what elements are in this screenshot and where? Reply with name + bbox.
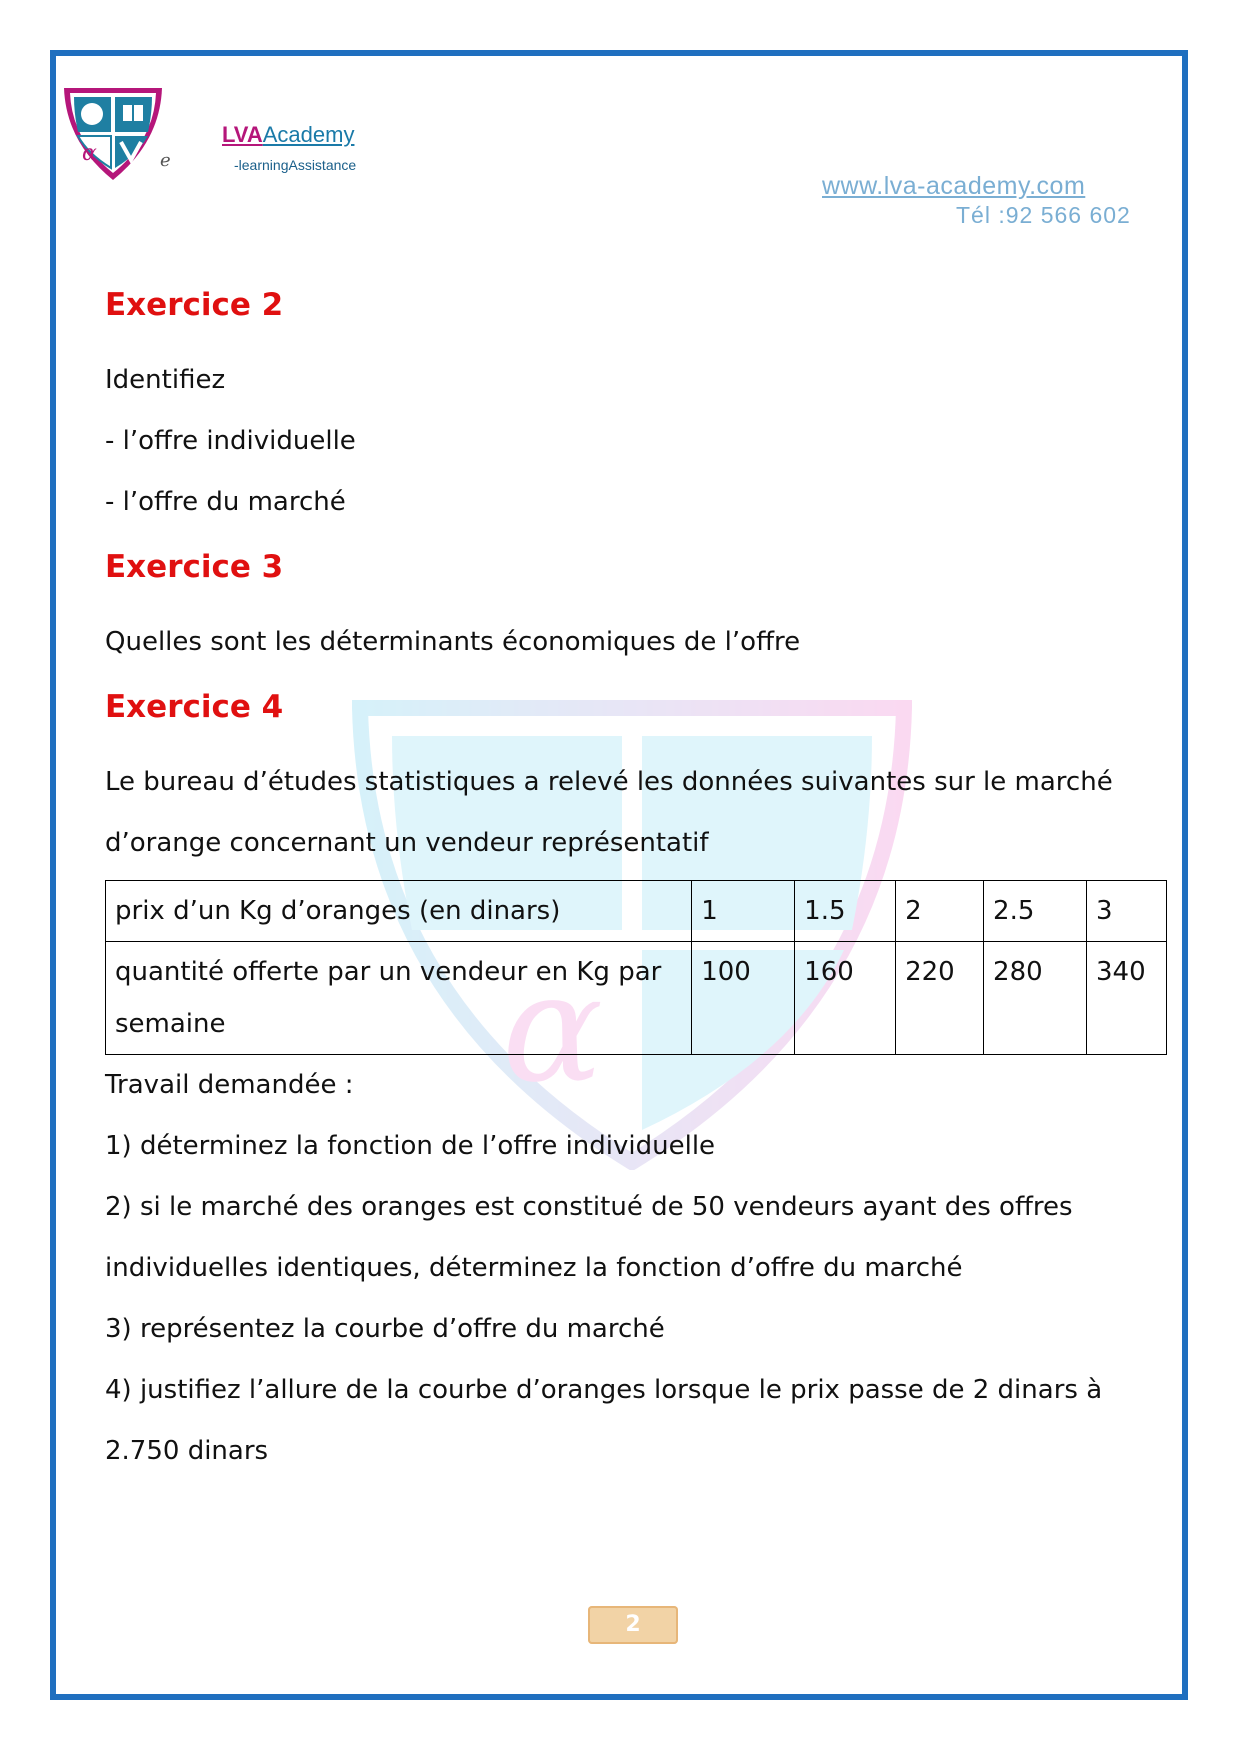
table-row-label: quantité offerte par un vendeur en Kg par semaine	[106, 942, 692, 1055]
document-body	[105, 285, 1175, 1482]
supply-data-table	[105, 880, 1167, 1055]
exercise-4-title: Exercice 4	[105, 689, 284, 725]
phone-number: Tél :92 566 602	[956, 202, 1131, 228]
task-item: 4) justifiez l’allure de la courbe d’oranges lorsque le prix passe de 2 dinars à 2.750 dinars	[105, 1375, 1103, 1466]
logo-e-letter: e	[160, 150, 171, 171]
lva-academy-logo	[58, 80, 168, 185]
brand-academy: Academy	[262, 122, 355, 147]
brand-tagline: -learningAssistance	[234, 157, 357, 173]
table-row-quantity	[106, 942, 1167, 1055]
table-cell: 340	[1086, 942, 1166, 1055]
exercise-2-title: Exercice 2	[105, 287, 284, 323]
table-cell: 2	[896, 881, 984, 942]
table-cell: 1.5	[795, 881, 896, 942]
table-cell: 1	[692, 881, 795, 942]
exercise-3-question: Quelles sont les déterminants économiques de l’offre	[105, 627, 801, 657]
exercise-4-intro: Le bureau d’études statistiques a relevé les données suivantes sur le marché d’orange concernant un vendeur représentatif	[105, 767, 1113, 858]
table-row-label: prix d’un Kg d’oranges (en dinars)	[106, 881, 692, 942]
table-row-price	[106, 881, 1167, 942]
exercise-3-title: Exercice 3	[105, 549, 284, 585]
website-link[interactable]: www.lva-academy.com	[822, 172, 1086, 200]
svg-text:α: α	[82, 141, 97, 166]
table-cell: 100	[692, 942, 795, 1055]
task-item: 3) représentez la courbe d’offre du marché	[105, 1314, 665, 1344]
work-title: Travail demandée :	[105, 1070, 354, 1100]
table-cell: 3	[1086, 881, 1166, 942]
exercise-2-item: - l’offre individuelle	[105, 426, 356, 456]
page-number: 2	[588, 1606, 678, 1644]
task-item: 2) si le marché des oranges est constitué de 50 vendeurs ayant des offres individuelles identiques, déterminez la fonction d’offre du marché	[105, 1192, 1073, 1283]
table-cell: 2.5	[984, 881, 1087, 942]
table-cell: 280	[984, 942, 1087, 1055]
brand-name	[222, 122, 354, 148]
exercise-2-item: - l’offre du marché	[105, 487, 346, 517]
table-cell: 220	[896, 942, 984, 1055]
table-cell: 160	[795, 942, 896, 1055]
exercise-2-intro: Identifiez	[105, 365, 226, 395]
brand-lva: LVA	[222, 122, 263, 147]
svg-text:α: α	[502, 942, 604, 1116]
task-item: 1) déterminez la fonction de l’offre individuelle	[105, 1131, 716, 1161]
